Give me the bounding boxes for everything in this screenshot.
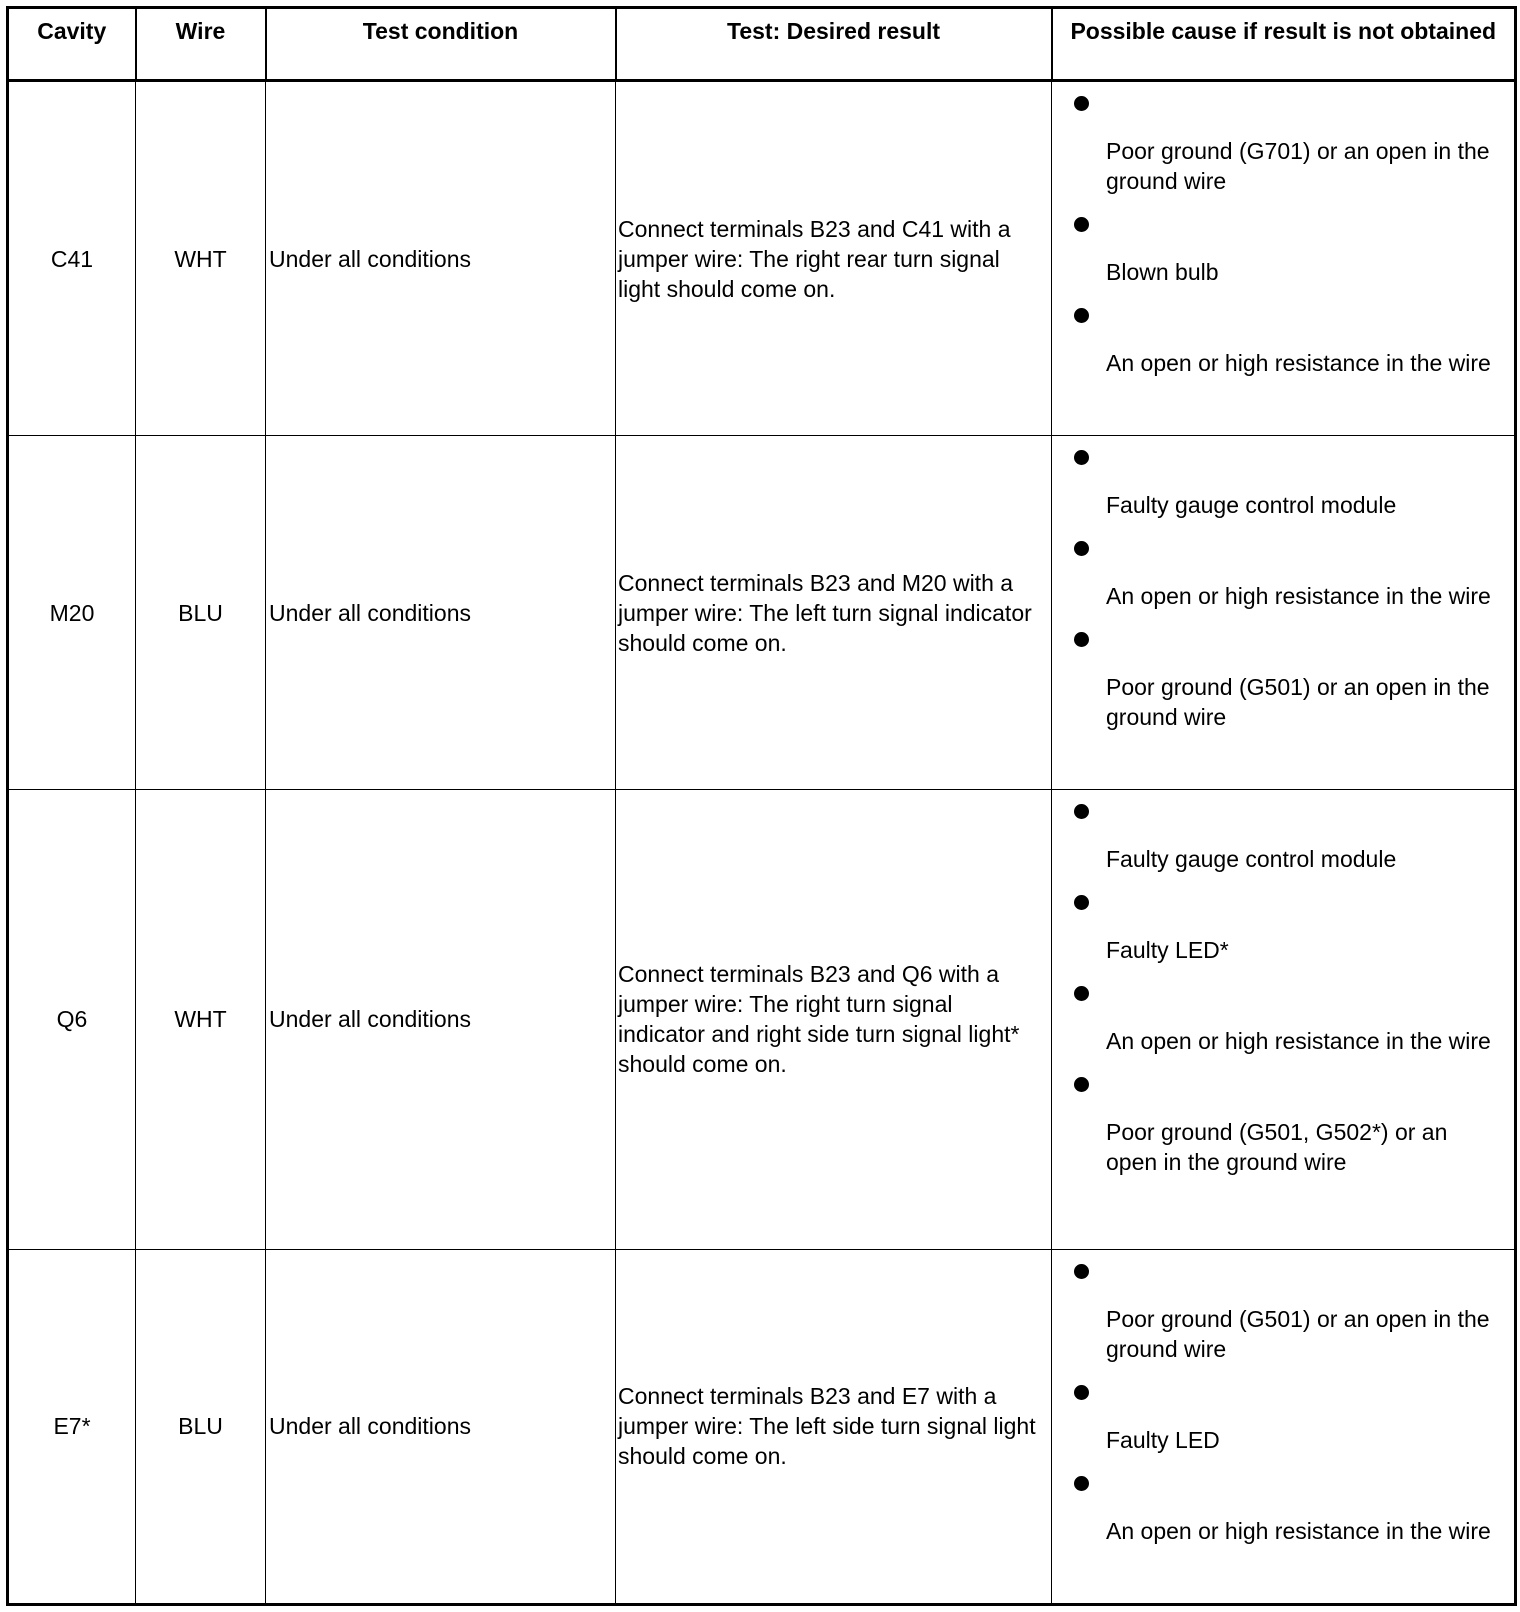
cause-text: Faulty LED* — [1106, 937, 1229, 964]
causes-cell — [1052, 81, 1516, 436]
cause-item — [1052, 82, 1514, 203]
condition-cell: Under all conditions — [266, 1249, 616, 1604]
header-desired-result: Test: Desired result — [616, 8, 1052, 81]
cavity-cell: C41 — [8, 81, 136, 436]
cause-item — [1052, 203, 1514, 294]
bullet-icon — [1074, 1077, 1089, 1092]
cause-text: Faulty gauge control module — [1106, 846, 1397, 873]
cause-item — [1052, 1371, 1514, 1462]
header-row — [8, 8, 1516, 81]
cause-item — [1052, 1462, 1514, 1553]
table-row — [8, 1249, 1516, 1604]
cavity-cell: Q6 — [8, 790, 136, 1250]
cause-text: Poor ground (G701) or an open in the ground wire — [1106, 138, 1490, 194]
table-row — [8, 81, 1516, 436]
causes-cell — [1052, 436, 1516, 790]
cause-item — [1052, 1250, 1514, 1371]
result-cell: Connect terminals B23 and M20 with a jumper wire: The left turn signal indicator should come on. — [616, 436, 1052, 790]
cause-item — [1052, 294, 1514, 385]
cause-text: Poor ground (G501) or an open in the ground wire — [1106, 674, 1490, 731]
result-cell: Connect terminals B23 and C41 with a jumper wire: The right rear turn signal light should come on. — [616, 81, 1052, 436]
bullet-icon — [1074, 986, 1089, 1001]
bullet-icon — [1074, 217, 1089, 232]
bullet-icon — [1074, 308, 1089, 323]
table-row — [8, 436, 1516, 790]
cause-text: Faulty gauge control module — [1106, 492, 1397, 519]
cause-item — [1052, 972, 1514, 1063]
wire-cell: BLU — [136, 1249, 266, 1604]
cause-item — [1052, 1063, 1514, 1184]
cavity-cell: M20 — [8, 436, 136, 790]
bullet-icon — [1074, 541, 1089, 556]
causes-cell — [1052, 790, 1516, 1250]
condition-cell: Under all conditions — [266, 790, 616, 1250]
bullet-icon — [1074, 804, 1089, 819]
cause-text: An open or high resistance in the wire — [1106, 350, 1491, 376]
cause-item — [1052, 790, 1514, 881]
header-possible-cause: Possible cause if result is not obtained — [1052, 8, 1516, 81]
cause-text: An open or high resistance in the wire — [1106, 583, 1491, 610]
condition-cell: Under all conditions — [266, 436, 616, 790]
diagnostic-table — [6, 6, 1517, 1606]
cause-item — [1052, 881, 1514, 972]
header-test-condition: Test condition — [266, 8, 616, 81]
header-cavity: Cavity — [8, 8, 136, 81]
result-cell: Connect terminals B23 and E7 with a jumper wire: The left side turn signal light should come on. — [616, 1249, 1052, 1604]
bullet-icon — [1074, 450, 1089, 465]
bullet-icon — [1074, 895, 1089, 910]
result-cell: Connect terminals B23 and Q6 with a jumper wire: The right turn signal indicator and right side turn signal light* should come on. — [616, 790, 1052, 1250]
wire-cell: BLU — [136, 436, 266, 790]
bullet-icon — [1074, 1385, 1089, 1400]
header-wire: Wire — [136, 8, 266, 81]
cause-text: Blown bulb — [1106, 259, 1219, 285]
wire-cell: WHT — [136, 81, 266, 436]
cause-item — [1052, 436, 1514, 527]
cause-text: Poor ground (G501) or an open in the ground wire — [1106, 1305, 1490, 1362]
bullet-icon — [1074, 1264, 1089, 1279]
cause-item — [1052, 527, 1514, 618]
cause-text: Faulty LED — [1106, 1426, 1220, 1453]
table-row — [8, 790, 1516, 1250]
cause-text: An open or high resistance in the wire — [1106, 1028, 1491, 1055]
cause-text: Poor ground (G501, G502*) or an open in the ground wire — [1106, 1119, 1448, 1176]
cause-item — [1052, 618, 1514, 739]
condition-cell: Under all conditions — [266, 81, 616, 436]
causes-cell — [1052, 1249, 1516, 1604]
bullet-icon — [1074, 96, 1089, 111]
cavity-cell: E7* — [8, 1249, 136, 1604]
bullet-icon — [1074, 1476, 1089, 1491]
bullet-icon — [1074, 632, 1089, 647]
wire-cell: WHT — [136, 790, 266, 1250]
cause-text: An open or high resistance in the wire — [1106, 1517, 1491, 1544]
